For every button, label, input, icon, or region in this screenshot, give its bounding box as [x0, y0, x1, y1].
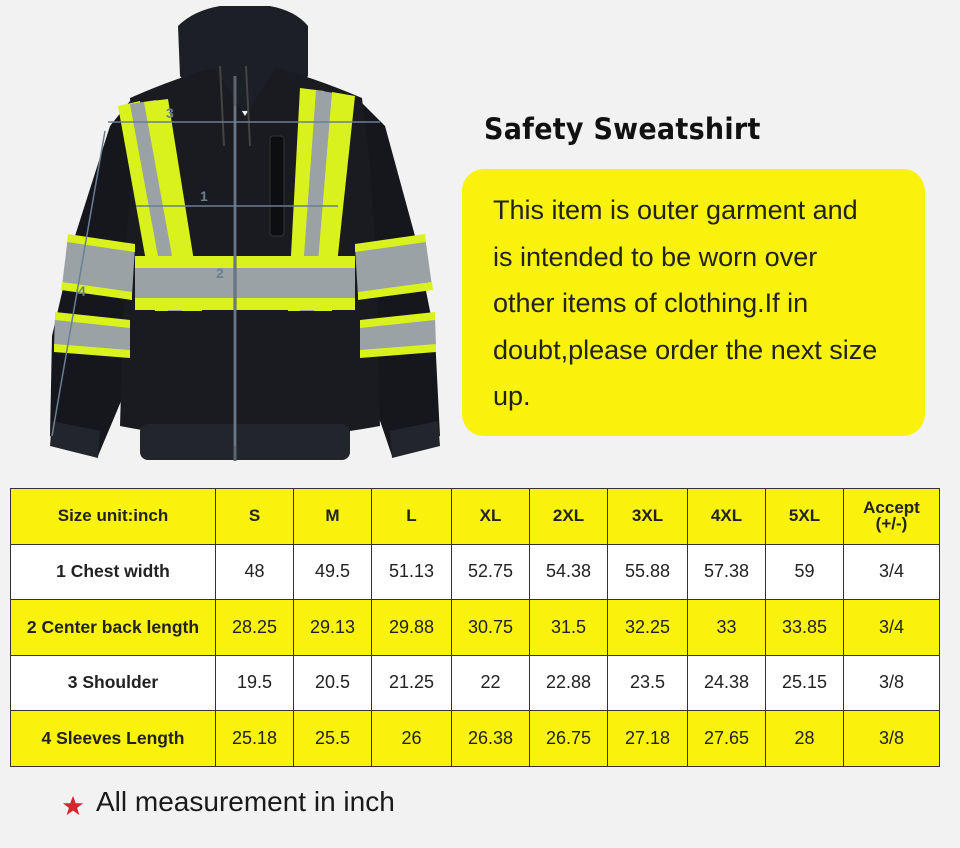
- sizing-note-box: [462, 169, 925, 436]
- table-cell: 30.75: [452, 600, 530, 656]
- table-cell: 55.88: [608, 544, 688, 600]
- header-size: XL: [452, 489, 530, 545]
- header-size: 3XL: [608, 489, 688, 545]
- table-cell: 29.88: [372, 600, 452, 656]
- table-cell: 25.18: [216, 711, 294, 767]
- table-cell: 26.75: [530, 711, 608, 767]
- row-label: 3 Shoulder: [11, 655, 216, 711]
- table-cell: 25.15: [766, 655, 844, 711]
- accept-cell: 3/4: [844, 600, 940, 656]
- table-row: [11, 600, 940, 656]
- table-cell: 19.5: [216, 655, 294, 711]
- table-cell: 22.88: [530, 655, 608, 711]
- table-cell: 33.85: [766, 600, 844, 656]
- table-cell: 32.25: [608, 600, 688, 656]
- table-cell: 23.5: [608, 655, 688, 711]
- footnote: [62, 786, 395, 818]
- table-cell: 22: [452, 655, 530, 711]
- note-line: up.: [493, 381, 531, 411]
- table-cell: 21.25: [372, 655, 452, 711]
- table-cell: 57.38: [688, 544, 766, 600]
- sizing-note-text: [493, 187, 907, 420]
- table-cell: 25.5: [294, 711, 372, 767]
- table-cell: 51.13: [372, 544, 452, 600]
- accept-cell: 3/4: [844, 544, 940, 600]
- product-title: Safety Sweatshirt: [484, 112, 761, 146]
- table-header-row: [11, 489, 940, 545]
- header-size: L: [372, 489, 452, 545]
- accept-line-1: Accept: [863, 498, 920, 518]
- table-cell: 28: [766, 711, 844, 767]
- marker-label-2: 2: [216, 265, 224, 281]
- size-chart-table: [10, 488, 940, 767]
- header-size: S: [216, 489, 294, 545]
- note-line: doubt,please order the next size: [493, 334, 878, 365]
- header-size: 5XL: [766, 489, 844, 545]
- footnote-text: All measurement in inch: [96, 786, 395, 817]
- table-row: [11, 544, 940, 600]
- table-cell: 48: [216, 544, 294, 600]
- table-cell: 31.5: [530, 600, 608, 656]
- accept-line-2: (+/-): [875, 514, 908, 534]
- accept-cell: 3/8: [844, 711, 940, 767]
- table-cell: 24.38: [688, 655, 766, 711]
- row-label: 4 Sleeves Length: [11, 711, 216, 767]
- table-cell: 33: [688, 600, 766, 656]
- star-icon: [62, 795, 84, 817]
- note-line: is intended to be worn over: [493, 241, 818, 272]
- table-row: [11, 711, 940, 767]
- marker-label-4: 4: [78, 283, 86, 299]
- header-size: 4XL: [688, 489, 766, 545]
- header-accept: [844, 489, 940, 545]
- header-size: 2XL: [530, 489, 608, 545]
- table-cell: 54.38: [530, 544, 608, 600]
- table-cell: 59: [766, 544, 844, 600]
- table-cell: 52.75: [452, 544, 530, 600]
- table-cell: 28.25: [216, 600, 294, 656]
- header-size: M: [294, 489, 372, 545]
- note-line: This item is outer garment and: [493, 195, 858, 225]
- table-cell: 29.13: [294, 600, 372, 656]
- table-cell: 20.5: [294, 655, 372, 711]
- marker-label-3: 3: [166, 105, 174, 121]
- product-image: [40, 6, 450, 468]
- table-row: [11, 655, 940, 711]
- header-size-unit: Size unit:inch: [11, 489, 216, 545]
- row-label: 2 Center back length: [11, 600, 216, 656]
- note-line: other items of clothing.If in: [493, 288, 809, 318]
- row-label: 1 Chest width: [11, 544, 216, 600]
- table-cell: 27.65: [688, 711, 766, 767]
- table-cell: 27.18: [608, 711, 688, 767]
- table-cell: 26: [372, 711, 452, 767]
- table-cell: 49.5: [294, 544, 372, 600]
- table-cell: 26.38: [452, 711, 530, 767]
- marker-label-1: 1: [200, 188, 208, 204]
- accept-cell: 3/8: [844, 655, 940, 711]
